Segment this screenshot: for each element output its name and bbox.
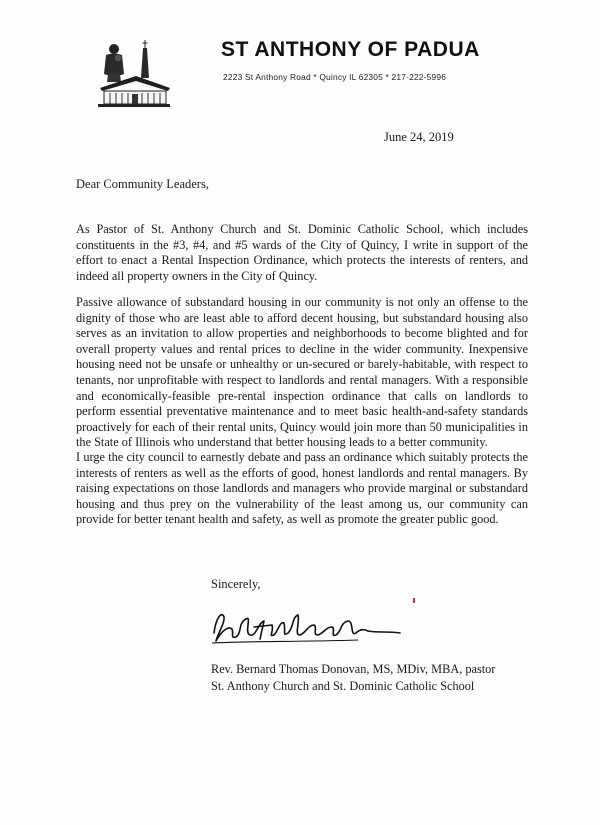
closing: Sincerely, xyxy=(211,577,261,591)
body-paragraph: I urge the city council to earnestly debate and pass an ordinance which suitably protects the interests of renters as well as the efforts of good, honest landlords and rental managers. By raising expectations on those landlords and managers who provide marginal or substandard housing and thus prey on the vulnerability of the least among us, our community can provide for better tenant health and safety, as well as promote the greater public good. xyxy=(76,450,528,527)
signatory-organization: St. Anthony Church and St. Dominic Catholic School xyxy=(211,679,475,693)
body-paragraph: Passive allowance of substandard housing in our community is not only an offense to the dignity of those who are least able to afford decent housing, but substandard housing also serves as an invitation to allow properties and neighborhoods to become blighted and for overall property values and rental prices to decline in the wider community. Inexpensive housing need not be unsafe or unhealthy or un-secured or barely-habitable, with respect to tenants, nor unprofitable with respect to landlords and rental managers. With a responsible and economically-feasible pre-rental inspection ordinance that calls on landlords to perform essential preventative maintenance and to meet basic health-and-safety standards proactively for each of their rental units, Quincy would join more than 50 municipalities in the State of Illinois who understand that better housing leads to a better community. xyxy=(76,295,528,450)
body-paragraph: As Pastor of St. Anthony Church and St. Dominic Catholic School, which includes constituents in the #3, #4, and #5 wards of the City of Quincy, I write in support of the effort to enact a Rental Inspection Ordinance, which protects the interests of renters, and indeed all property owners in the City of Quincy. xyxy=(76,222,528,283)
organization-name: ST ANTHONY OF PADUA xyxy=(221,38,480,61)
signatory-name: Rev. Bernard Thomas Donovan, MS, MDiv, MBA, pastor xyxy=(211,662,496,676)
ink-mark xyxy=(413,598,415,603)
organization-address: 2223 St Anthony Road * Quincy IL 62305 * 217-222-5996 xyxy=(223,72,447,82)
handwritten-signature-icon xyxy=(208,603,408,649)
letter-date: June 24, 2019 xyxy=(384,130,454,144)
church-and-saint-logo-icon xyxy=(96,38,172,110)
salutation: Dear Community Leaders, xyxy=(76,177,209,191)
